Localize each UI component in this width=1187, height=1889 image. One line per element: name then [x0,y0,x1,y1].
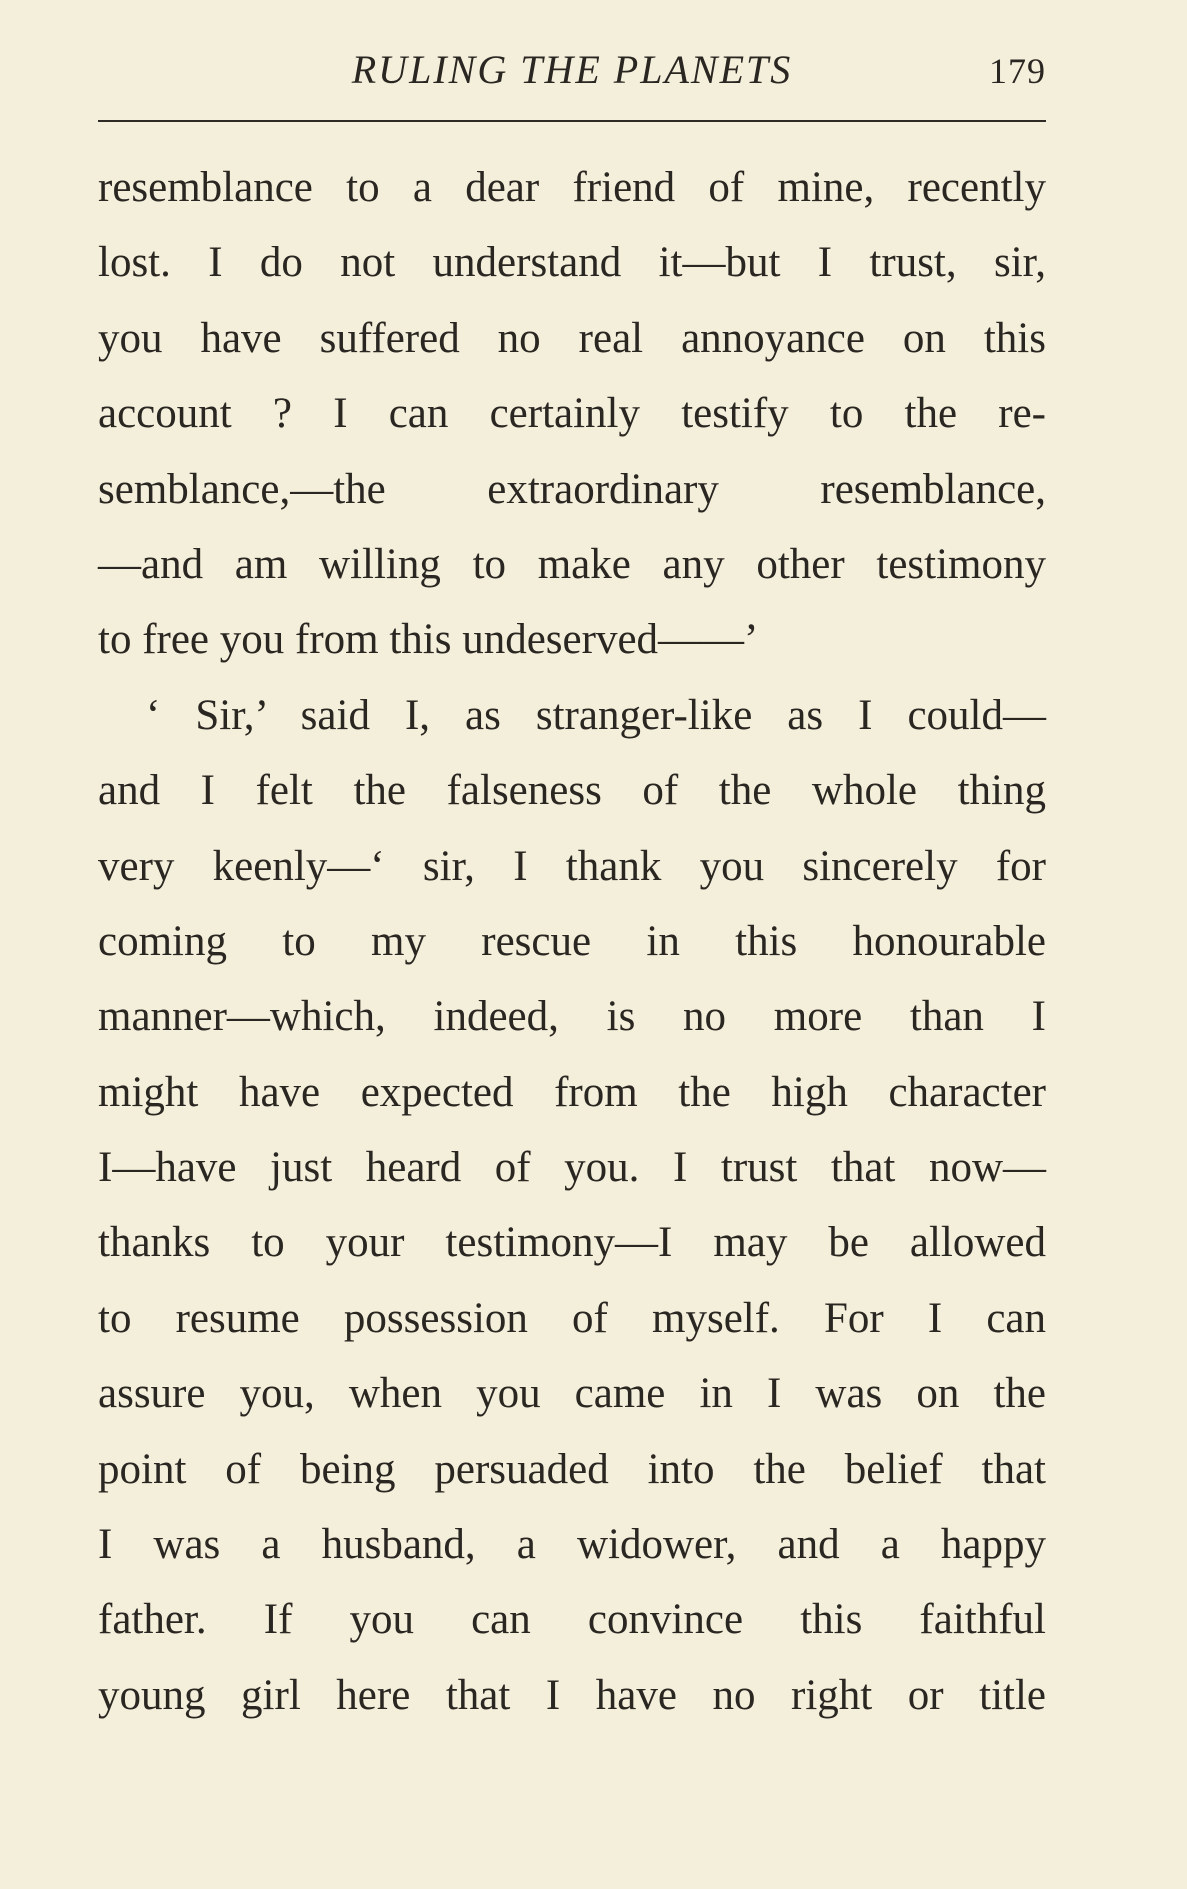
text-line: thanks to your testimony—I may be allowed [98,1219,1046,1267]
page-number: 179 [989,51,1046,91]
text-line: manner—which, indeed, is no more than I [98,993,1046,1041]
text-line: assure you, when you came in I was on the [98,1370,1046,1418]
text-line: you have suffered no real annoyance on this [98,314,1046,362]
text-line: lost. I do not understand it—but I trust, sir, [98,239,1046,287]
text-line: account ? I can certainly testify to the re- [98,390,1046,438]
text-line: to free you from this undeserved——’ [98,616,759,664]
running-title: RULING THE PLANETS [351,47,793,92]
text-line: point of being persuaded into the belief that [98,1445,1046,1493]
header-rule [98,120,1046,122]
text-line: might have expected from the high character [98,1068,1046,1116]
text-line: —and am willing to make any other testimony [98,540,1046,588]
paragraph-first-line: ‘ Sir,’ said I, as stranger-like as I could— [146,691,1046,739]
text-line: semblance,—the extraordinary resemblance, [98,465,1046,513]
body-text [98,158,1046,1741]
text-line: to resume possession of myself. For I can [98,1294,1046,1342]
text-line: coming to my rescue in this honourable [98,917,1046,965]
text-line: resemblance to a dear friend of mine, recently [98,164,1046,211]
text-line: and I felt the falseness of the whole thing [98,767,1046,815]
running-head [98,38,1046,98]
text-line: I was a husband, a widower, and a happy [98,1521,1046,1569]
text-line: I—have just heard of you. I trust that now— [98,1144,1046,1192]
text-line: very keenly—‘ sir, I thank you sincerely for [98,842,1046,890]
text-line: father. If you can convince this faithful [98,1596,1046,1644]
text-line: young girl here that I have no right or title [98,1671,1046,1719]
